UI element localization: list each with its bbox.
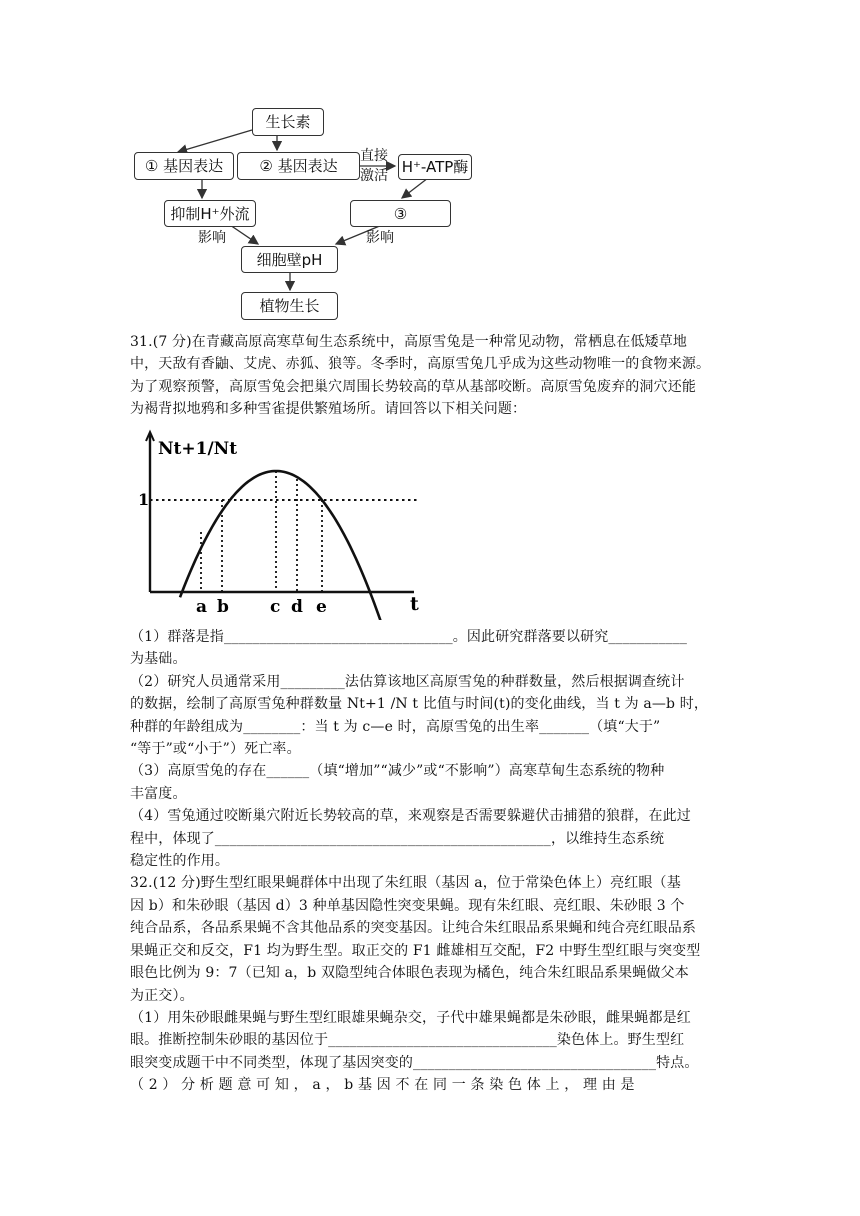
- q31-line: 为褐背拟地鸦和多种雪雀提供繁殖场所。请回答以下相关问题：: [130, 401, 527, 418]
- question-body: [130, 626, 732, 1097]
- node-auxin: 生长素: [252, 108, 324, 136]
- chart-xlabel: t: [410, 593, 419, 615]
- q32-line: （1）用朱砂眼雌果蝇与野生型红眼雄果蝇杂交，子代中雄果蝇都是朱砂眼，雌果蝇都是红: [130, 1009, 691, 1026]
- x-tick-d: d: [291, 597, 303, 617]
- node-gene-expression-2: ② 基因表达: [237, 152, 360, 180]
- label-affect-left: 影响: [198, 230, 226, 246]
- y-tick-1: 1: [138, 490, 150, 509]
- q31-sub-line: 为基础。: [130, 651, 187, 668]
- growth-ratio-chart: [128, 424, 428, 620]
- node-inhibit-h-efflux: 抑制H⁺外流: [164, 200, 256, 227]
- x-tick-c: c: [270, 597, 281, 617]
- q32-line: 果蝇正交和反交，F1 均为野生型。取正交的 F1 雌雄相互交配，F2 中野生型红眼与突变型: [130, 942, 701, 959]
- q31-sub-line: 的数据，绘制了高原雪兔种群数量 Nt+1 /N t 比值与时间(t)的变化曲线，当 t 为 a—b 时，: [130, 696, 708, 713]
- q32-line: 眼突变成题干中不同类型，体现了基因突变的__________________________________特点。: [130, 1054, 699, 1071]
- q32-line: （ 2 ） 分 析 题 意 可 知 ， a ， b 基 因 不 在 同 一 条 染 色 体 上 ， 理 由 是: [130, 1077, 635, 1094]
- q31-sub-line: “等于”或“小于”）死亡率。: [130, 741, 301, 758]
- q32-line: 眼。推断控制朱砂眼的基因位于________________________________染色体上。野生型红: [130, 1032, 685, 1049]
- label-affect-right: 影响: [366, 230, 394, 246]
- node-plant-growth: 植物生长: [241, 292, 338, 320]
- label-activate: 激活: [360, 168, 388, 184]
- q32-line: 因 b）和朱砂眼（基因 d）3 种单基因隐性突变果蝇。现有朱红眼、亮红眼、朱砂眼 3 个: [130, 897, 685, 914]
- q32-line: 为正交）。: [130, 987, 194, 1004]
- q31-line: 31.(7 分)在青藏高原高寒草甸生态系统中，高原雪兔是一种常见动物，常栖息在低矮草地: [130, 334, 687, 350]
- q32-line: 眼色比例为 9：7（已知 a，b 双隐型纯合体眼色表现为橘色，纯合朱红眼品系果蝇做父本: [130, 965, 689, 982]
- q31-sub-line: （2）研究人员通常采用_________法估算该地区高原雪兔的种群数量，然后根据调查统计: [130, 673, 685, 690]
- q32-line: 纯合品系，各品系果蝇不含其他品系的突变基因。让纯合朱红眼品系果蝇和纯合亮红眼品系: [130, 920, 696, 937]
- q31-sub-line: 程中，体现了_______________________________________________，以维持生态系统: [130, 830, 665, 847]
- q31-sub-line: （3）高原雪兔的存在______（填“增加”“减少”或“不影响”）高寒草甸生态系统的物种: [130, 763, 665, 780]
- label-direct: 直接: [360, 148, 388, 164]
- node-cell-wall-ph: 细胞壁pH: [241, 246, 338, 273]
- node-3: ③: [350, 200, 451, 227]
- x-tick-b: b: [217, 597, 229, 617]
- arrow-auxin-gene1: [178, 130, 252, 152]
- chart-svg: [128, 424, 428, 620]
- arrow-inhibit-ph: [230, 225, 258, 244]
- q31-sub-line: 种群的年龄组成为________：当 t 为 c—e 时，高原雪兔的出生率_______（填“大于”: [130, 718, 661, 735]
- arrow-atpase-node3: [402, 178, 428, 198]
- q31-sub-line: 稳定性的作用。: [130, 853, 230, 870]
- chart-ylabel: Nt+1/Nt: [158, 439, 238, 459]
- x-tick-e: e: [316, 597, 327, 617]
- question-31-intro: [130, 331, 732, 421]
- node-gene-expression-1: ① 基因表达: [134, 152, 234, 180]
- auxin-flow-diagram: [130, 104, 480, 324]
- x-tick-a: a: [196, 597, 208, 617]
- q32-line: 32.(12 分)野生型红眼果蝇群体中出现了朱红眼（基因 a，位于常染色体上）亮红眼（基: [130, 875, 681, 892]
- node-h-atpase: H⁺-ATP酶: [398, 154, 472, 180]
- q31-line: 为了观察预警，高原雪兔会把巢穴周围长势较高的草从基部咬断。高原雪兔废弃的洞穴还能: [130, 378, 696, 395]
- q31-sub-line: 丰富度。: [130, 785, 187, 802]
- q31-sub-line: （1）群落是指________________________________。因此研究群落要以研究___________: [130, 629, 688, 645]
- q31-sub-line: （4）雪兔通过咬断巢穴附近长势较高的草，来观察是否需要躲避伏击捕猎的狼群，在此过: [130, 808, 691, 825]
- q31-line: 中，天敌有香鼬、艾虎、赤狐、狼等。冬季时，高原雪兔几乎成为这些动物唯一的食物来源。: [130, 356, 711, 373]
